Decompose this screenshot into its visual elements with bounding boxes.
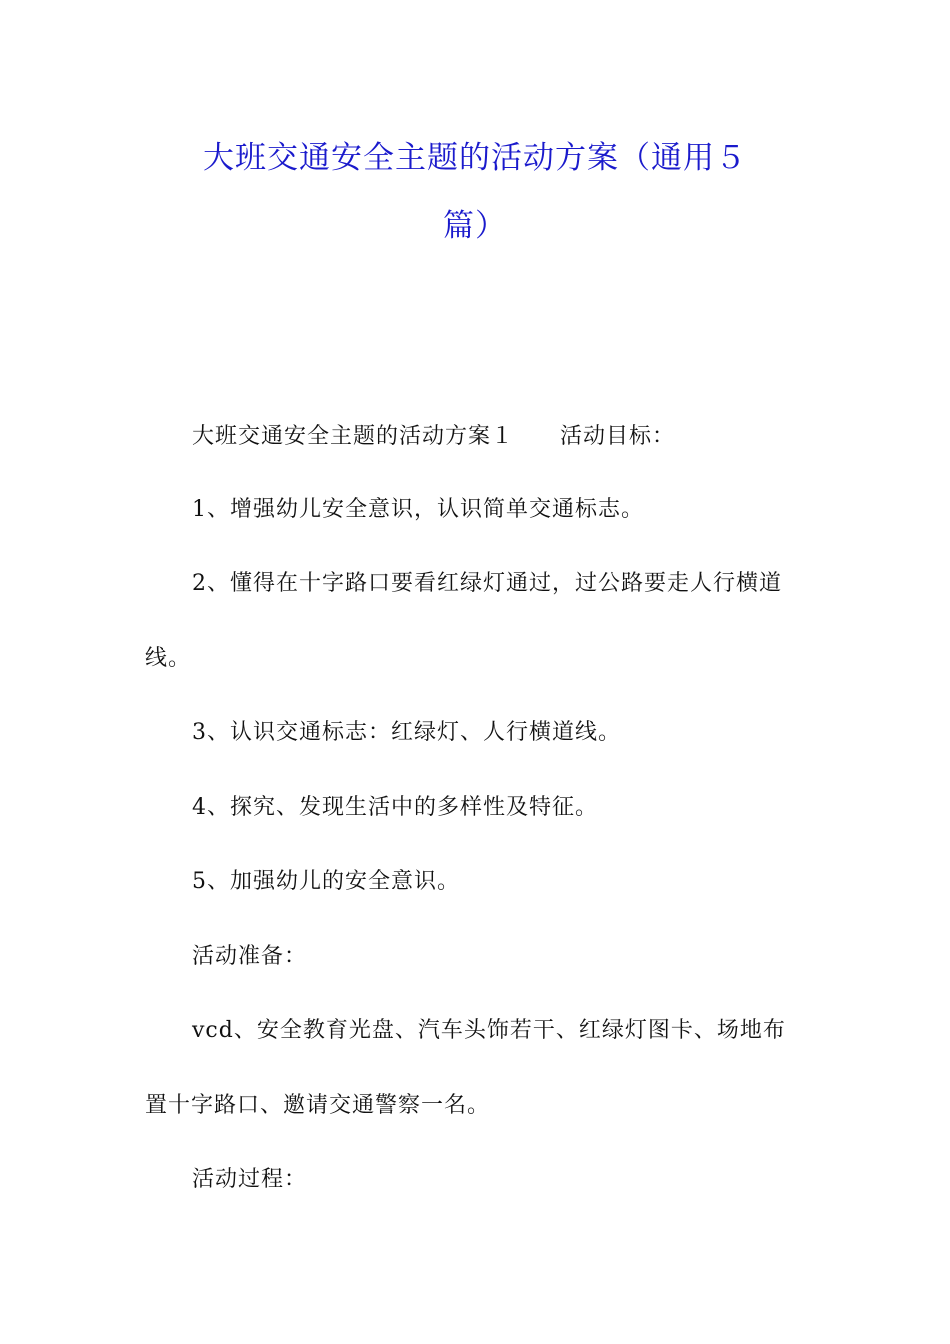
- plan-heading: 大班交通安全主题的活动方案１: [192, 424, 515, 449]
- prep-materials-line-1: vcd、安全教育光盘、汽车头饰若干、红绿灯图卡、场地布: [192, 1018, 786, 1043]
- goal-item-4: 4、探究、发现生活中的多样性及特征。: [192, 795, 598, 820]
- process-heading: 活动过程：: [192, 1167, 308, 1192]
- goal-item-1: 1、增强幼儿安全意识，认识简单交通标志。: [192, 497, 644, 522]
- document-title-line-1: 大班交通安全主题的活动方案（通用５: [203, 140, 747, 176]
- goal-item-2: 2、懂得在十字路口要看红绿灯通过，过公路要走人行横道: [192, 571, 782, 596]
- goals-heading: 活动目标：: [560, 424, 676, 449]
- goal-item-2-continuation: 线。: [145, 646, 192, 671]
- prep-heading: 活动准备：: [192, 944, 308, 969]
- document-title-line-2: 篇）: [443, 208, 507, 244]
- prep-materials-line-2: 置十字路口、邀请交通警察一名。: [145, 1093, 491, 1118]
- goal-item-5: 5、加强幼儿的安全意识。: [192, 869, 460, 894]
- goal-item-3: 3、认识交通标志：红绿灯、人行横道线。: [192, 720, 621, 745]
- plan-heading-row: [192, 422, 675, 452]
